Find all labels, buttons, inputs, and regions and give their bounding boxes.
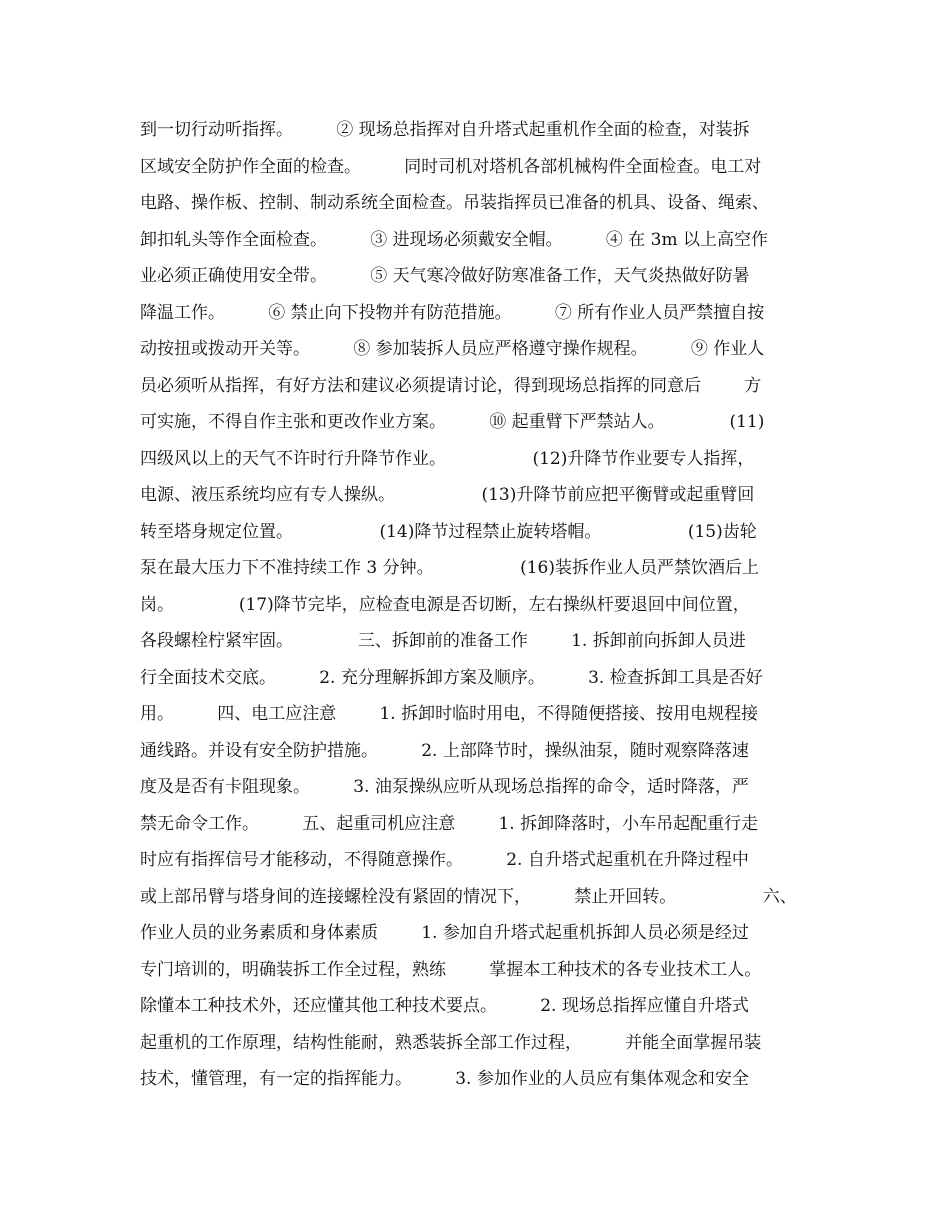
text-line-3: 电路、操作板、控制、制动系统全面检查。吊装指挥员已准备的机具、设备、绳索、 <box>140 193 769 213</box>
text-line-12: 转至塔身规定位置。 (14)降节过程禁止旋转塔帽。 (15)齿轮 <box>140 521 757 542</box>
text-line-25: 除懂本工种技术外，还应懂其他工种技术要点。 2. 现场总指挥应懂自升塔式 <box>140 996 749 1016</box>
text-line-4: 卸扣轧头等作全面检查。 ③ 进现场必须戴安全帽。 ④ 在 3m 以上高空作 <box>140 229 769 250</box>
text-line-6: 降温工作。 ⑥ 禁止向下投物并有防范措施。 ⑦ 所有作业人员严禁擅自按 <box>140 302 765 323</box>
text-line-8: 员必须听从指挥，有好方法和建议必须提请讨论，得到现场总指挥的同意后 方 <box>140 375 762 396</box>
text-line-10: 四级风以上的天气不许时行升降节作业。 (12)升降节作业要专人指挥， <box>140 448 755 469</box>
text-line-21: 时应有指挥信号才能移动，不得随意操作。 2. 自升塔式起重机在升降过程中 <box>140 850 749 870</box>
text-line-1: 到一切行动听指挥。 ② 现场总指挥对自升塔式起重机作全面的检查，对装拆 <box>140 120 750 140</box>
text-line-9: 可实施，不得自作主张和更改作业方案。 ⑩ 起重臂下严禁站人。 (11) <box>140 412 765 432</box>
body-text <box>140 112 820 1098</box>
text-line-2: 区域安全防护作全面的检查。 同时司机对塔机各部机械构件全面检查。电工对 <box>140 156 762 177</box>
text-line-17: 用。 四、电工应注意 1. 拆卸时临时用电，不得随便搭接、按用电规程接 <box>140 704 759 724</box>
text-line-14: 岗。 (17)降节完毕，应检查电源是否切断，左右操纵杆要退回中间位置， <box>140 594 750 615</box>
text-line-22: 或上部吊臂与塔身间的连接螺栓没有紧固的情况下， 禁止开回转。 六、 <box>140 886 797 907</box>
text-line-19: 度及是否有卡阻现象。 3. 油泵操纵应听从现场总指挥的命令，适时降落，严 <box>140 777 749 797</box>
text-line-26: 起重机的工作原理，结构性能耐，熟悉装拆全部工作过程， 并能全面掌握吊装 <box>140 1032 762 1053</box>
text-line-20: 禁无命令工作。 五、起重司机应注意 1. 拆卸降落时，小车吊起配重行走 <box>140 813 759 834</box>
text-line-23: 作业人员的业务素质和身体素质 1. 参加自升塔式起重机拆卸人员必须是经过 <box>140 923 749 943</box>
text-line-24: 专门培训的，明确装拆工作全过程，熟练 掌握本工种技术的各专业技术工人。 <box>140 959 762 980</box>
text-line-7: 动按扭或拨动开关等。 ⑧ 参加装拆人员应严格遵守操作规程。 ⑨ 作业人 <box>140 339 765 359</box>
text-line-27: 技术，懂管理，有一定的指挥能力。 3. 参加作业的人员应有集体观念和安全 <box>140 1069 749 1089</box>
text-line-18: 通线路。并设有安全防护措施。 2. 上部降节时，操纵油泵，随时观察降落速 <box>140 740 749 761</box>
text-line-5: 业必须正确使用安全带。 ⑤ 天气寒冷做好防寒准备工作，天气炎热做好防暑 <box>140 266 750 286</box>
text-line-13: 泵在最大压力下不准持续工作 3 分钟。 (16)装拆作业人员严禁饮酒后上 <box>140 558 759 578</box>
text-line-15: 各段螺栓柠紧牢固。 三、拆卸前的准备工作 1. 拆卸前向拆卸人员进 <box>140 631 746 651</box>
text-line-11: 电源、液压系统均应有专人操纵。 (13)升降节前应把平衡臂或起重臂回 <box>140 485 755 505</box>
text-line-16: 行全面技术交底。 2. 充分理解拆卸方案及顺序。 3. 检查拆卸工具是否好 <box>140 667 763 688</box>
